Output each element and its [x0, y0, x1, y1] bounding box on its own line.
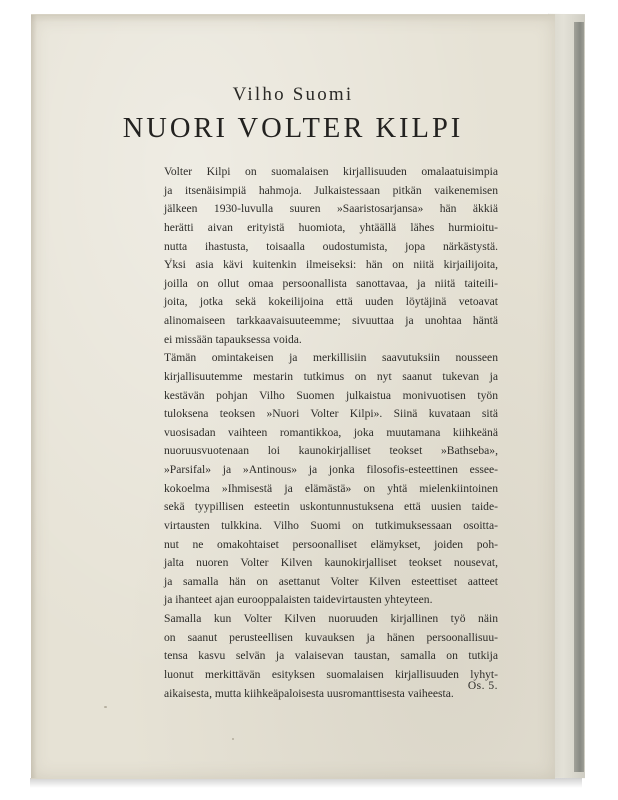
blurb-line: herätti aivan erityistä huomiota, yhtäällä lähes hurmioitu- [164, 220, 498, 234]
blurb-line: »Parsifal» ja »Antinous» ja jonka filosofis-esteettinen essee- [164, 463, 498, 476]
jacket-top-wear [31, 14, 555, 22]
blurb-line: kestävän pohjan Vilho Suomen julkaistua monivuotisen työn [164, 388, 498, 402]
blurb-line: ei missään tapauksessa voida. [164, 332, 302, 346]
blurb-line: nut ne omakohtaiset persoonalliset elämykset, joiden poh- [164, 537, 498, 551]
blurb-line: Yksi asia kävi kuitenkin ilmeiseksi: hän on niitä kirjailijoita, [164, 258, 498, 272]
book-title: NUORI VOLTER KILPI [122, 113, 464, 144]
blurb-line: aikaisesta, mutta kiihkeäpaloisesta uusromanttisesta vaiheesta. [164, 686, 454, 700]
blurb-line: Volter Kilpi on suomalaisen kirjallisuuden omalaatuisimpia [164, 165, 498, 178]
blurb-line: kokoelma »Ihmisestä ja elämästä» on yhtä mielenkiintoinen [164, 481, 498, 495]
blurb-line: kirjallisuutemme mestarin tutkimus on nyt saanut tukevan ja [164, 369, 498, 383]
blurb-line: virtausten tulkkina. Vilho Suomi on tutkimuksessaan osoitta- [164, 518, 498, 532]
blurb-line: alinomaiseen tarkkaavaisuuteemme; sivuuttaa ja unohtaa häntä [164, 314, 498, 327]
blurb-line: luonut merkittävän esityksen suomalaisen kirjallisuuden lyhyt- [164, 667, 498, 681]
paper-speck [104, 706, 107, 708]
blurb-line: nutta ihastusta, toisaalla oudostumista, jopa närkästystä. [164, 239, 498, 253]
paper-speck [232, 738, 234, 740]
blurb-line: ja ihanteet ajan eurooppalaisten taidevirtausten yhteyteen. [164, 593, 433, 607]
blurb-paragraph [150, 349, 498, 610]
blurb-paragraph [150, 163, 498, 349]
blurb-line: joita, jotka sekä kokeilijoina että uuden löytäjinä vetoavat [164, 295, 498, 309]
blurb-line: tensa kasvu selvän ja valaisevan taustan, samalla on tutkija [164, 649, 498, 663]
blurb-line: sekä tyypillisen esteetin uskontunnustuksena että uusien taide- [164, 500, 498, 514]
blurb-line: Samalla kun Volter Kilven nuoruuden kirjallinen työ näin [164, 612, 498, 625]
book-shadow [30, 778, 582, 788]
blurb-line: vuosisadan vaihteen romantikkoa, joka muutamana kiihkeänä [164, 425, 498, 439]
blurb-line: on saanut perusteellisen kuvauksen ja hänen persoonallisuu- [164, 630, 498, 644]
blurb-line: ja itsenäisimpiä hahmoja. Julkaistessaan pitkän vaikenemisen [164, 183, 498, 197]
blurb-line: nuoruusvuotenaan loi kaunokirjalliset teokset »Bathseba», [164, 444, 498, 458]
blurb-line: jalta nuoren Volter Kilven kaunokirjalliset teokset nousevat, [164, 556, 498, 570]
blurb-line: Tämän omintakeisen ja merkillisiin saavutuksiin nousseen [164, 351, 498, 365]
price-label: Os. 5. [467, 680, 498, 692]
blurb-line: ja samalla hän on asettanut Volter Kilven esteettiset aatteet [164, 574, 498, 588]
blurb-line: joilla on ollut omaa persoonallista sanottavaa, ja niitä taiteili- [164, 276, 498, 290]
spine-binding [574, 22, 584, 772]
blurb-text [150, 163, 498, 703]
author-name: Vilho Suomi [232, 84, 354, 105]
blurb-line: jälkeen 1930-luvulla suuren »Saaristosarjansa» hän äkkiä [164, 202, 498, 216]
blurb-line: tuloksena teoksen »Nuori Volter Kilpi». Siinä kuvataan sitä [164, 407, 498, 421]
